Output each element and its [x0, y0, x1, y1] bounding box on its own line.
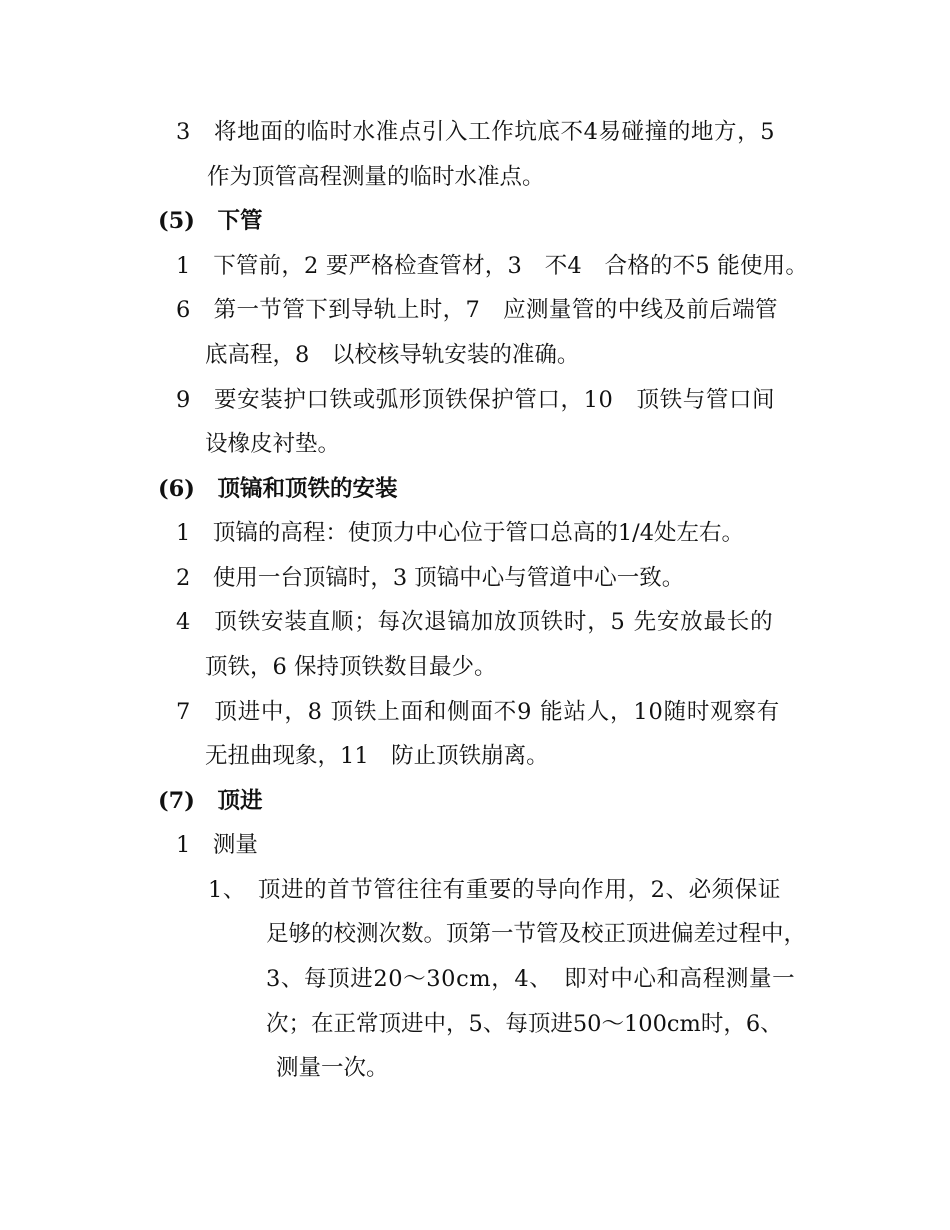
text-line: 作为顶管高程测量的临时水准点。	[207, 164, 545, 190]
text-line: 次；在正常顶进中，5、每顶进50～100cm时，6、	[266, 1011, 783, 1037]
text-line: 2 使用一台顶镐时，3 顶镐中心与管道中心一致。	[176, 565, 685, 591]
section-heading: (5) 下管	[158, 208, 263, 234]
text-line: 1 测量	[176, 832, 258, 858]
section-heading: (7) 顶进	[158, 788, 263, 814]
text-line: 3、每顶进20～30cm，4、 即对中心和高程测量一	[266, 966, 796, 992]
section-heading: (6) 顶镐和顶铁的安装	[158, 476, 398, 502]
text-line: 6 第一节管下到导轨上时，7 应测量管的中线及前后端管	[176, 297, 778, 323]
text-line: 1、 顶进的首节管往往有重要的导向作用，2、必须保证	[208, 877, 781, 903]
text-line: 7 顶进中，8 顶铁上面和侧面不9 能站人，10随时观察有	[176, 699, 781, 725]
text-line: 1 下管前，2 要严格检查管材，3 不4 合格的不5 能使用。	[176, 253, 809, 279]
text-line: 顶铁，6 保持顶铁数目最少。	[205, 654, 497, 680]
text-line: 足够的校测次数。顶第一节管及校正顶进偏差过程中，	[266, 921, 807, 947]
text-line: 1 顶镐的高程：使顶力中心位于管口总高的1/4处左右。	[176, 520, 745, 546]
text-line: 测量一次。	[276, 1055, 389, 1081]
text-line: 设橡皮衬垫。	[205, 431, 341, 457]
text-line: 9 要安装护口铁或弧形顶铁保护管口，10 顶铁与管口间	[176, 387, 776, 413]
text-line: 无扭曲现象，11 防止顶铁崩离。	[205, 743, 549, 769]
text-line: 底高程，8 以校核导轨安装的准确。	[205, 342, 580, 368]
text-line: 3 将地面的临时水准点引入工作坑底不4易碰撞的地方，5	[176, 119, 776, 145]
text-line: 4 顶铁安装直顺；每次退镐加放顶铁时，5 先安放最长的	[176, 609, 774, 635]
